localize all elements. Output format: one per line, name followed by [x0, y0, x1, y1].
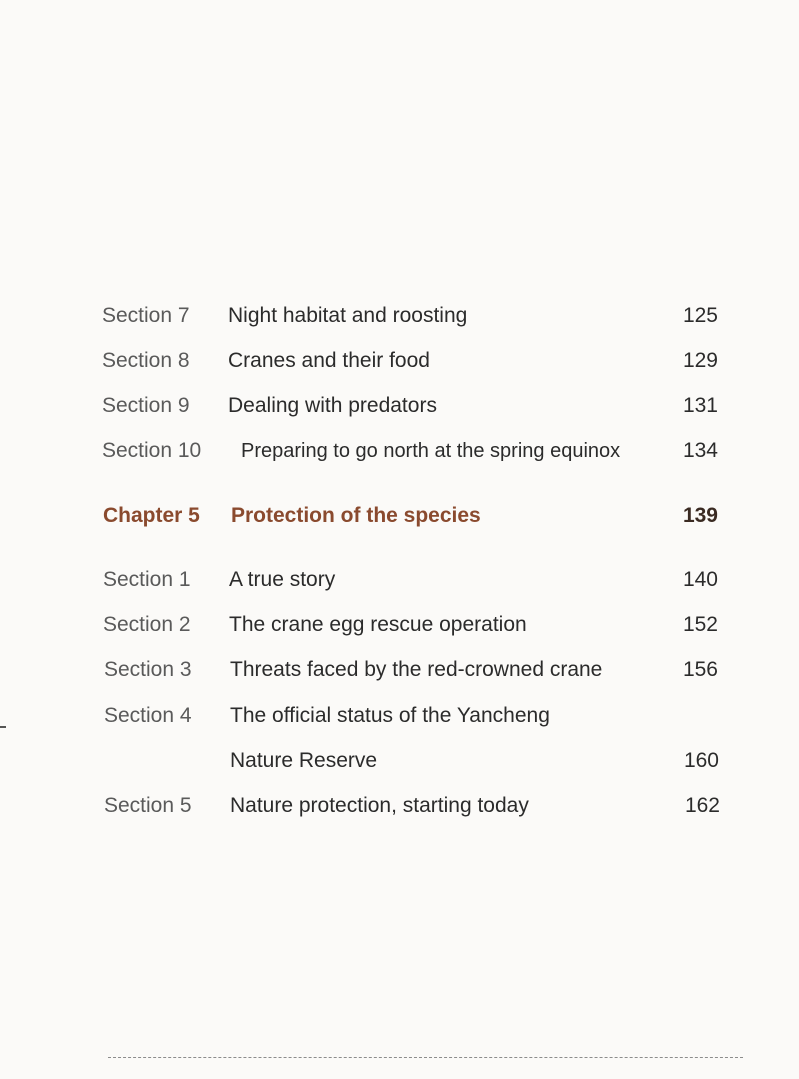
toc-chapter-5: [0, 501, 799, 531]
toc-entry-title: Threats faced by the red-crowned crane: [230, 658, 603, 681]
toc-entry-section-9: [0, 391, 799, 421]
toc-entry-page: 140: [682, 568, 718, 591]
toc-entry-section-10: [0, 436, 799, 466]
toc-entry-section-3: [0, 655, 799, 685]
toc-entry-section-2: [0, 610, 799, 640]
toc-entry-title: Night habitat and roosting: [228, 304, 468, 327]
toc-entry-section-4: [0, 701, 799, 731]
toc-entry-title: Preparing to go north at the spring equinox: [241, 440, 621, 462]
toc-entry-title: Cranes and their food: [228, 349, 430, 372]
toc-entry-section-4-continued: [0, 746, 799, 776]
toc-entry-label: Section 1: [103, 568, 191, 591]
toc-entry-page: 131: [682, 394, 718, 417]
toc-entry-label: Section 9: [102, 394, 190, 417]
chapter-title: Protection of the species: [231, 504, 481, 527]
toc-entry-title: Nature Reserve: [230, 749, 378, 772]
toc-entry-title: The official status of the Yancheng: [230, 704, 550, 727]
toc-entry-title: Nature protection, starting today: [230, 794, 529, 817]
toc-entry-page: 134: [682, 439, 718, 462]
toc-entry-label: Section 7: [102, 304, 190, 327]
toc-entry-section-5: [0, 791, 799, 821]
bottom-rule: [108, 1057, 743, 1058]
toc-entry-title: Dealing with predators: [228, 394, 437, 417]
toc-entry-section-7: [0, 301, 799, 331]
toc-entry-label: Section 4: [104, 704, 192, 727]
toc-entry-title: The crane egg rescue operation: [229, 613, 527, 636]
toc-entry-label: Section 3: [104, 658, 192, 681]
toc-entry-title: A true story: [229, 568, 336, 591]
toc-entry-label: Section 5: [104, 794, 192, 817]
toc-entry-page: 125: [682, 304, 718, 327]
chapter-label: Chapter 5: [103, 504, 200, 527]
toc-entry-page: 156: [682, 658, 718, 681]
toc-entry-label: Section 8: [102, 349, 190, 372]
toc-entry-page: 152: [682, 613, 718, 636]
toc-entry-section-8: [0, 346, 799, 376]
toc-entry-label: Section 10: [102, 439, 202, 462]
toc-entry-label: Section 2: [103, 613, 191, 636]
toc-entry-page: 162: [684, 794, 720, 817]
toc-entry-section-1: [0, 565, 799, 595]
chapter-page: 139: [682, 504, 718, 527]
margin-mark: [0, 726, 6, 728]
toc-entry-page: 160: [683, 749, 719, 772]
toc-entry-page: 129: [682, 349, 718, 372]
